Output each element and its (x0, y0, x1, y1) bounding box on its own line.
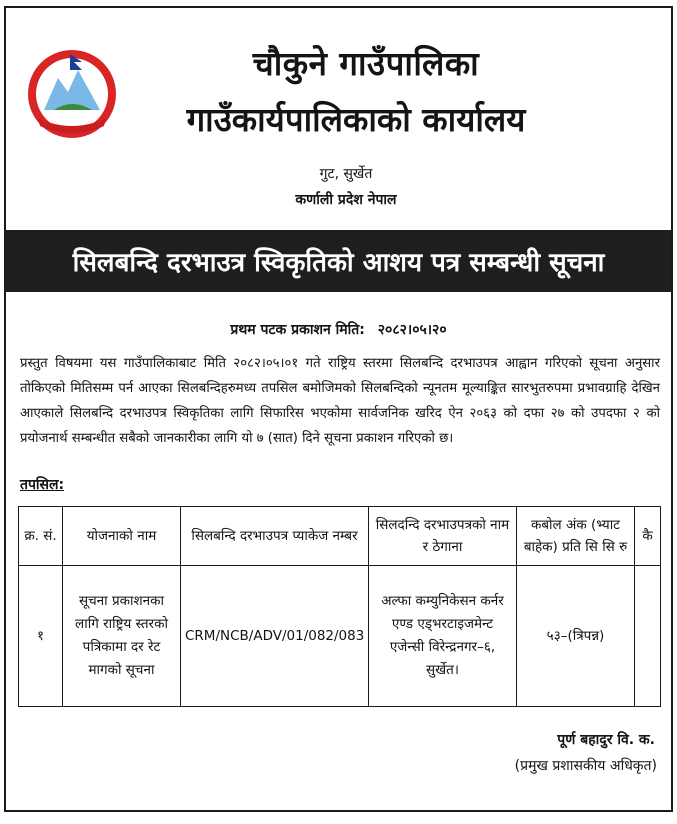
notice-title: सिलबन्दि दरभाउत्र स्विकृतिको आशय पत्र सम्बन्धी सूचना (72, 248, 605, 278)
publication-date (6, 320, 671, 339)
col-header-sn: क्र. सं. (19, 507, 63, 566)
cell-bidder: अल्फा कम्युनिकेसन कर्नर एण्ड एड्भरटाइजमेन्ट एजेन्सी विरेन्द्रनगर–६, सुर्खेत। (369, 566, 517, 707)
tapasil-heading: तपसिल: (20, 477, 65, 493)
cell-amount: ५३–(त्रिपन्न) (517, 566, 635, 707)
col-header-remarks: कै (635, 507, 661, 566)
nepal-government-emblem-icon (26, 48, 118, 140)
publication-date-value: २०८२।०५।२० (377, 322, 447, 338)
office-name: गाउँकार्यपालिकाको कार्यालय (186, 100, 526, 139)
cell-sn: १ (19, 566, 63, 707)
signatory-name: पूर्ण बहादुर वि. क. (557, 732, 655, 748)
cell-project: सूचना प्रकाशनका लागि राष्ट्रिय स्तरको पत्रिकामा दर रेट मागको सूचना (63, 566, 181, 707)
bid-table (18, 506, 661, 707)
col-header-package: सिलबन्दि दरभाउपत्र प्याकेज नम्बर (181, 507, 369, 566)
cell-remarks (635, 566, 661, 707)
col-header-amount: कबोल अंक (भ्याट बाहेक) प्रति सि सि रु (517, 507, 635, 566)
publication-date-label: प्रथम पटक प्रकाशन मिति: (230, 322, 365, 338)
col-header-bidder: सिलदन्दि दरभाउपत्रको नाम र ठेगाना (369, 507, 517, 566)
col-header-project: योजनाको नाम (63, 507, 181, 566)
cell-package: CRM/NCB/ADV/01/082/083 (181, 566, 369, 707)
notice-body: प्रस्तुत विषयमा यस गाउँपालिकाबाट मिति २०८२।०५।०१ गते राष्ट्रिय स्तरमा सिलबन्दि दरभाउपत्र आह्वान गरिएको सूचना अनुसार तोकिएको मितिसम्म पर्न आएका सिलबन्दिहरुमध्य तपसिल बमोजिमको सिलबन्दिको न्यूनतम मूल्याङ्कित सारभुतरुपमा प्रभावग्राहि देखिन आएकाले सिलबन्दि दरभाउपत्र स्विकृतिका लागि सिफारिस भएकोमा सार्वजनिक खरिद ऐन २०६३ को दफा २७ को उपदफा २ को प्रयोजनार्थ सम्बन्धीत सबैको जानकारीका लागि यो ७ (सात) दिने सूचना प्रकाशन गरिएको छ। (20, 356, 660, 446)
notice-title-banner (6, 230, 671, 292)
table-header-row (19, 507, 661, 566)
signatory-title: (प्रमुख प्रशासकीय अधिकृत) (514, 758, 657, 774)
municipality-name: चौकुने गाउँपालिका (252, 44, 480, 83)
address-line-1: गुट, सुर्खेत (319, 166, 373, 182)
table-row (19, 566, 661, 707)
address-line-2: कर्णाली प्रदेश नेपाल (295, 192, 397, 208)
notice-page (4, 6, 673, 812)
